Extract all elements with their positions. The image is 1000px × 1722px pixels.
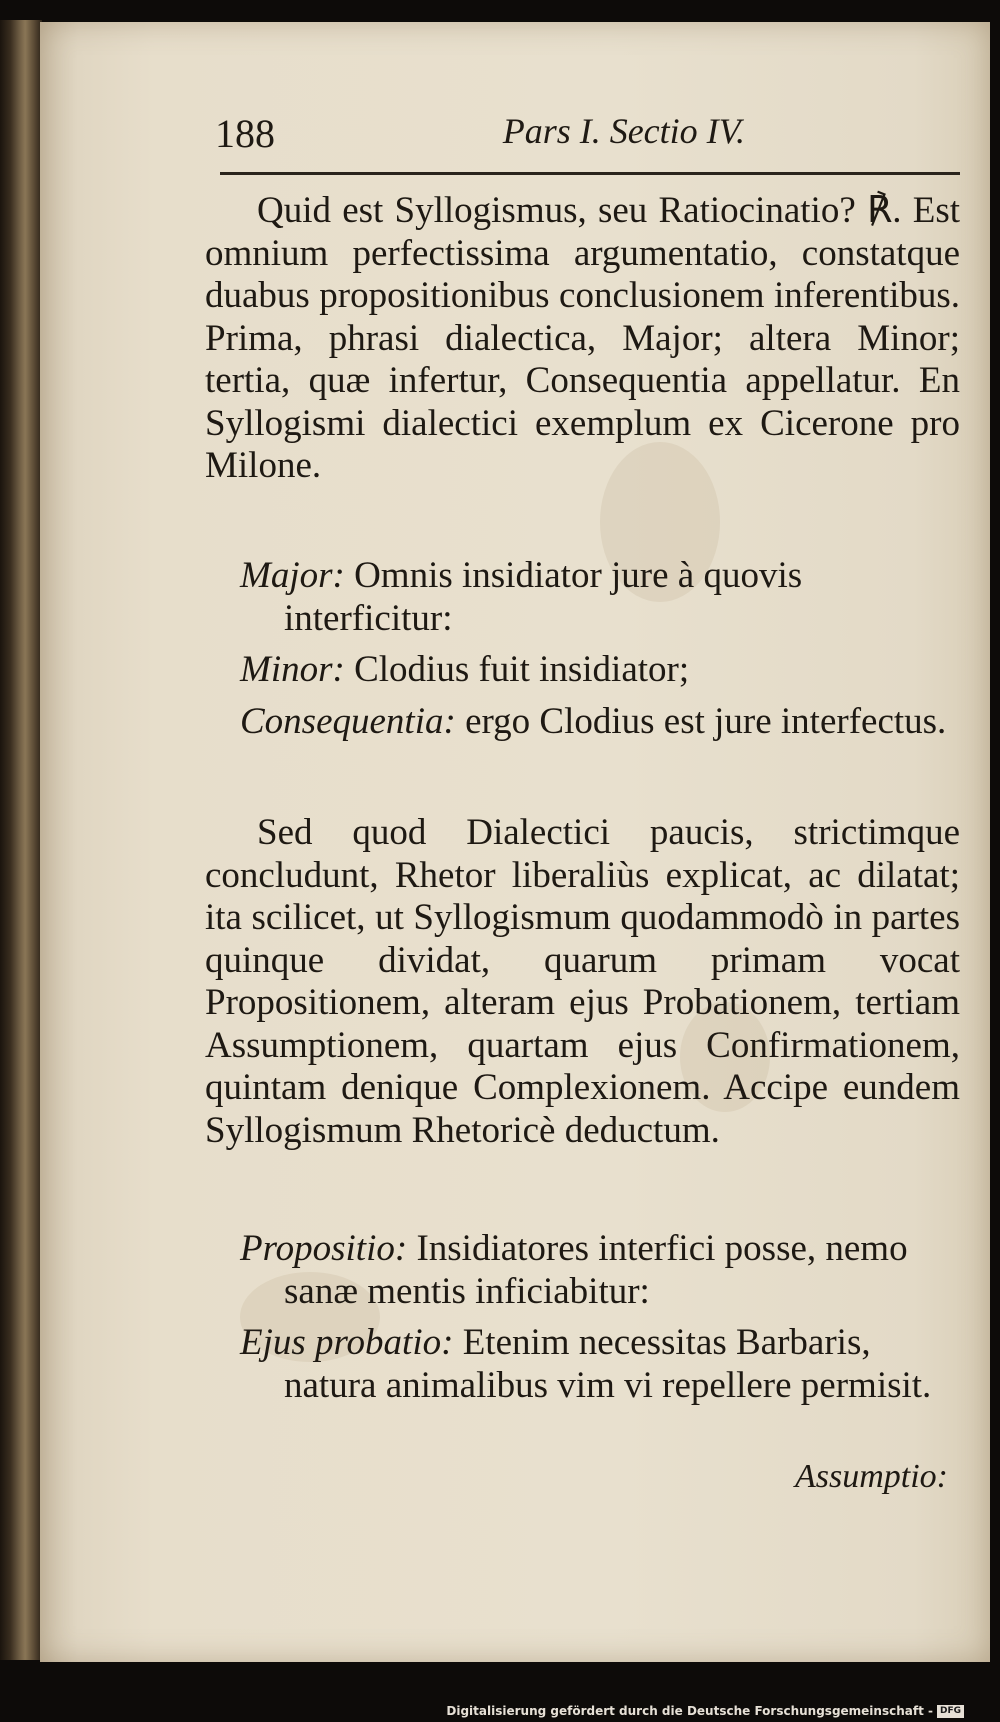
propositio	[240, 1228, 960, 1313]
syllogism-example	[240, 555, 960, 752]
credit-text: Digitalisierung gefördert durch die Deutsche Forschungsgemeinschaft -	[446, 1704, 933, 1718]
page-header	[215, 110, 745, 162]
header-rule	[220, 172, 960, 175]
consequentia-label: Consequentia:	[240, 700, 456, 742]
minor-text: Clodius fuit insidiator;	[354, 649, 690, 690]
catchword: Assumptio:	[795, 1458, 948, 1495]
minor-premise	[240, 649, 960, 692]
paragraph-syllogism-definition: Quid est Syllogismus, seu Ratiocinatio? ℟. Est omnium perfectissima argumentatio, constatque duabus propositionibus conclusionem inferentibus. Prima, phrasi dialectica, Major; altera Minor; tertia, quæ infertur, Consequentia appellatur. En Syllogismi dialectici exemplum ex Cicerone pro Milone.	[205, 190, 960, 486]
minor-label: Minor:	[240, 649, 345, 690]
probatio-label: Ejus probatio:	[240, 1322, 454, 1363]
propositio-text: Insidiatores interfici posse, nemo sanæ mentis inficiabitur:	[284, 1228, 908, 1312]
ejus-probatio	[240, 1322, 960, 1407]
consequentia	[240, 701, 960, 744]
rhetoric-example	[240, 1228, 960, 1416]
dfg-logo: DFG	[937, 1705, 964, 1718]
major-text: Omnis insidiator jure à quovis interficitur:	[284, 555, 803, 639]
page-number: 188	[215, 111, 275, 156]
consequentia-text: ergo Clodius est jure interfectus.	[465, 700, 947, 742]
digitization-credit	[446, 1704, 964, 1718]
book-edge	[0, 20, 42, 1660]
major-label: Major:	[240, 555, 345, 596]
major-premise	[240, 555, 960, 640]
probatio-text: Etenim necessitas Barbaris, natura animalibus vim vi repellere permisit.	[284, 1322, 932, 1406]
propositio-label: Propositio:	[240, 1228, 408, 1269]
paragraph-rhetoric: Sed quod Dialectici paucis, strictimque concludunt, Rhetor liberaliùs explicat, ac dilatat; ita scilicet, ut Syllogismum quodammodò in partes quinque dividat, quarum primam vocat Propositionem, alteram ejus Probationem, tertiam Assumptionem, quartam ejus Confirmationem, quintam denique Complexionem. Accipe eundem Syllogismum Rhetoricè deductum.	[205, 812, 960, 1151]
running-head: Pars I. Sectio IV.	[502, 111, 745, 151]
